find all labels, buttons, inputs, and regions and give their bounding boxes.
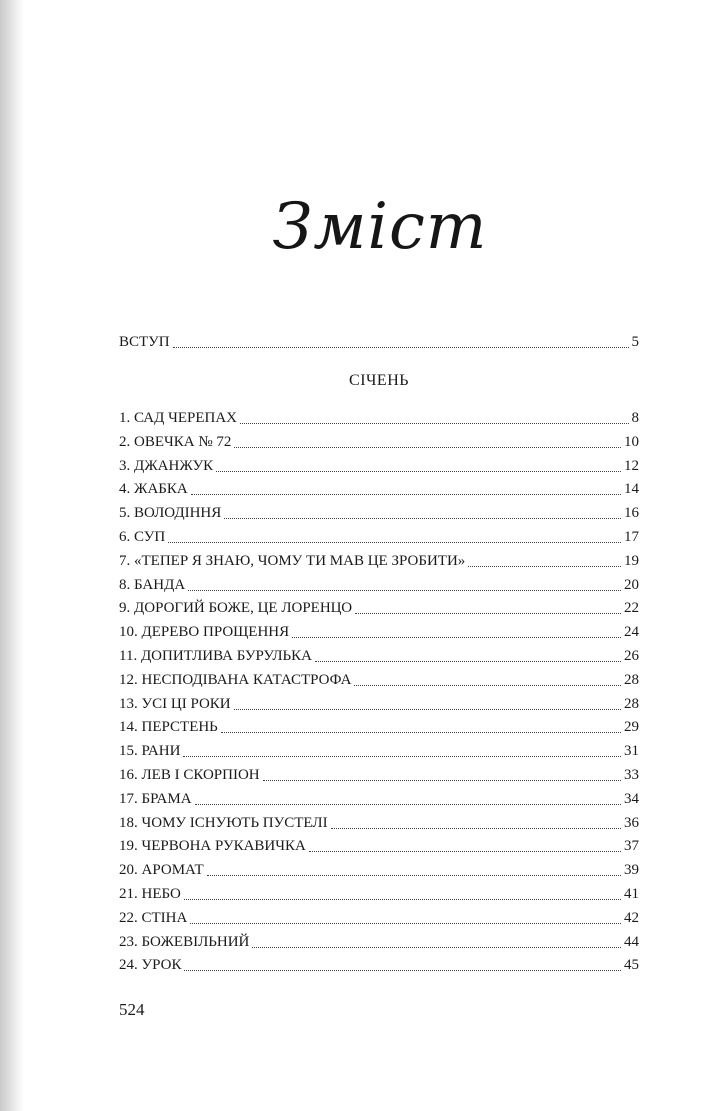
dot-leader: [309, 850, 621, 852]
toc-entry-page: 28: [624, 671, 639, 688]
toc-entry-label: 17. БРАМА: [119, 790, 192, 807]
dot-leader: [216, 470, 621, 472]
toc-entry-page: 8: [631, 410, 639, 426]
toc-entry-label: 22. СТІНА: [119, 909, 188, 926]
dot-leader: [252, 946, 621, 948]
toc-entry-page: 28: [624, 695, 639, 712]
toc-entry-page: 14: [624, 481, 639, 498]
toc-entry-page: 5: [631, 334, 639, 350]
toc-entry-page: 37: [624, 838, 639, 855]
toc-entry-page: 44: [624, 933, 639, 950]
toc-row[interactable]: [119, 621, 639, 643]
dot-leader: [292, 636, 621, 638]
dot-leader: [195, 803, 621, 805]
dot-leader: [184, 898, 621, 900]
toc-entry-page: 24: [624, 624, 639, 641]
page-number: 524: [119, 1000, 145, 1019]
dot-leader: [263, 779, 621, 781]
dot-leader: [234, 708, 621, 710]
toc-entry-page: 12: [624, 457, 639, 474]
dot-leader: [183, 755, 621, 757]
toc-row[interactable]: [119, 455, 639, 477]
toc-row[interactable]: [119, 574, 639, 596]
page-title: Зміст: [272, 190, 488, 264]
dot-leader: [188, 589, 621, 591]
toc-entry-label: 13. УСІ ЦІ РОКИ: [119, 695, 231, 712]
dot-leader: [224, 517, 621, 519]
section-heading: СІЧЕНЬ: [349, 372, 409, 389]
toc-row[interactable]: [119, 835, 639, 857]
toc-entry-label: 19. ЧЕРВОНА РУКАВИЧКА: [119, 838, 306, 855]
dot-leader: [168, 541, 621, 543]
dot-leader: [221, 731, 621, 733]
toc-entry-page: 42: [624, 909, 639, 926]
dot-leader: [355, 612, 621, 614]
toc-entry-page: 36: [624, 814, 639, 831]
dot-leader: [468, 565, 621, 567]
toc-row[interactable]: [119, 669, 639, 691]
toc-row[interactable]: [119, 907, 639, 929]
toc-entry-page: 22: [624, 600, 639, 617]
toc-row[interactable]: [119, 812, 639, 834]
toc-entry-label: 18. ЧОМУ ІСНУЮТЬ ПУСТЕЛІ: [119, 814, 328, 831]
toc-entry-label: 5. ВОЛОДІННЯ: [119, 505, 222, 522]
toc-entry-label: 12. НЕСПОДІВАНА КАТАСТРОФА: [119, 671, 352, 688]
toc-entry-page: 10: [624, 433, 639, 450]
dot-leader: [234, 446, 621, 448]
toc-entry-page: 16: [624, 505, 639, 522]
dot-leader: [331, 827, 621, 829]
toc-row[interactable]: [119, 764, 639, 786]
toc-entry-label: 7. «ТЕПЕР Я ЗНАЮ, ЧОМУ ТИ МАВ ЦЕ ЗРОБИТИ»: [119, 552, 466, 569]
toc-row[interactable]: [119, 407, 639, 429]
toc-row[interactable]: [119, 502, 639, 524]
toc-entry-page: 34: [624, 790, 639, 807]
toc-row[interactable]: [119, 716, 639, 738]
toc-row[interactable]: [119, 693, 639, 715]
toc-row[interactable]: [119, 883, 639, 905]
toc-entry-label: 21. НЕБО: [119, 886, 181, 902]
dot-leader: [315, 660, 621, 662]
toc-row-intro[interactable]: [119, 331, 639, 353]
toc-entry-page: 39: [624, 862, 639, 879]
toc-row[interactable]: [119, 740, 639, 762]
toc-entry-label: 9. ДОРОГИЙ БОЖЕ, ЦЕ ЛОРЕНЦО: [119, 600, 353, 617]
dot-leader: [173, 346, 629, 348]
toc-entry-label: 3. ДЖАНЖУК: [119, 457, 214, 474]
toc-entry-page: 29: [624, 719, 639, 736]
toc-entry-page: 17: [624, 529, 639, 545]
toc-row[interactable]: [119, 859, 639, 881]
dot-leader: [240, 422, 629, 424]
toc-entry-label: 11. ДОПИТЛИВА БУРУЛЬКА: [119, 648, 312, 664]
toc-entry-label: ВСТУП: [119, 334, 170, 350]
toc-entry-page: 26: [624, 648, 639, 664]
dot-leader: [191, 493, 621, 495]
dot-leader: [190, 922, 621, 924]
toc-row[interactable]: [119, 788, 639, 810]
toc-row[interactable]: [119, 597, 639, 619]
toc-row[interactable]: [119, 550, 639, 572]
toc-entry-page: 41: [624, 886, 639, 902]
toc-row[interactable]: [119, 954, 639, 976]
toc-entry-label: 4. ЖАБКА: [119, 481, 188, 498]
toc-entry-label: 8. БАНДА: [119, 576, 186, 593]
dot-leader: [184, 969, 621, 971]
toc-row[interactable]: [119, 526, 639, 548]
toc-row[interactable]: [119, 478, 639, 500]
toc-entry-page: 45: [624, 957, 639, 974]
page-binding-shadow: [0, 0, 24, 1111]
toc-entry-page: 31: [624, 743, 639, 760]
toc-entry-label: 2. ОВЕЧКА № 72: [119, 433, 232, 450]
toc-entry-label: 1. САД ЧЕРЕПАХ: [119, 410, 237, 426]
toc-entry-label: 10. ДЕРЕВО ПРОЩЕННЯ: [119, 624, 290, 641]
toc-entry-label: 16. ЛЕВ І СКОРПІОН: [119, 767, 260, 783]
toc-entry-label: 20. АРОМАТ: [119, 862, 204, 879]
toc-entry-page: 20: [624, 576, 639, 593]
toc-entry-label: 15. РАНИ: [119, 743, 181, 760]
toc-row[interactable]: [119, 931, 639, 953]
toc-entry-label: 14. ПЕРСТЕНЬ: [119, 719, 218, 736]
dot-leader: [354, 684, 621, 686]
toc-entry-page: 33: [624, 767, 639, 783]
toc-row[interactable]: [119, 645, 639, 667]
toc-entry-label: 24. УРОК: [119, 957, 182, 974]
dot-leader: [207, 874, 621, 876]
toc-entry-page: 19: [624, 552, 639, 569]
toc-entry-label: 6. СУП: [119, 529, 166, 545]
toc-row[interactable]: [119, 431, 639, 453]
toc-entry-label: 23. БОЖЕВІЛЬНИЙ: [119, 933, 250, 950]
